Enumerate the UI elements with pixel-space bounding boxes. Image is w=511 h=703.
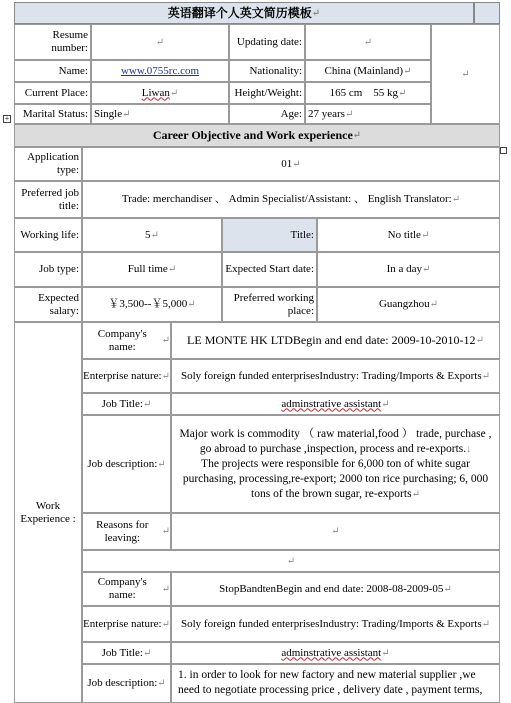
working-place-value[interactable]: Guangzhou ↵ [317, 287, 500, 322]
title-label: Title: [222, 218, 317, 252]
jobs-spacer-row: ↵ [82, 550, 500, 572]
preferred-title-value[interactable]: Trade: merchandiser 、 Admin Specialist/Assistant: 、 English Translator: ↵ [82, 181, 500, 218]
job2-description-value[interactable]: 1. in order to look for new factory and new material supplier ,we need to negotiate processing price , delivery date , payment terms, [171, 664, 500, 703]
current-place-label: Current Place: [14, 82, 91, 104]
height-weight-label: Height/Weight: [229, 82, 305, 104]
section-title: Career Objective and Work experience [152, 128, 353, 142]
job1-company-value[interactable]: LE MONTE HK LTDBegin and end date: 2009-10-2010-12 ↵ [171, 322, 500, 359]
application-type-label: Application type: [14, 147, 82, 181]
document-title-cell: 英语翻译个人英文简历模板 ↵ [14, 2, 474, 24]
job2-description-label: Job description: ↵ [82, 664, 171, 703]
job2-nature-value[interactable]: Soly foreign funded enterprisesIndustry: Trading/Imports & Exports ↵ [171, 606, 500, 642]
name-label: Name: [14, 60, 91, 82]
job1-description-label: Job description: ↵ [82, 415, 171, 513]
preferred-title-label: Preferred job title: [14, 181, 82, 218]
table-resize-handle-icon[interactable] [500, 147, 507, 154]
resume-number-value[interactable]: ↵ [91, 24, 229, 60]
job-type-label: Job type: [14, 252, 82, 287]
job1-nature-value[interactable]: Soly foreign funded enterprisesIndustry: Trading/Imports & Exports ↵ [171, 359, 500, 393]
job1-reasons-value[interactable]: ↵ [171, 513, 500, 550]
resume-number-label: Resume number: [14, 24, 91, 60]
job1-description-line2: The projects were responsible for 6,000 ton of white sugar purchasing, processing,re-export; 2000 ton rice purchasing; 6, 000 tons of the brown sugar, re-exports↵ [182, 457, 489, 500]
expected-salary-value[interactable]: ￥3,500--￥5,000 ↵ [82, 287, 222, 322]
updating-date-label: Updating date: [229, 24, 305, 60]
section-title-cell: Career Objective and Work experience ↵ [14, 124, 500, 147]
expected-salary-label: Expected salary: [14, 287, 82, 322]
name-link[interactable]: www.0755rc.com [120, 64, 200, 77]
job1-company-label: Company's name: ↵ [82, 322, 171, 359]
job2-company-value[interactable]: StopBandtenBegin and end date: 2008-08-2009-05 ↵ [171, 572, 500, 606]
marital-status-label: Marital Status: [14, 104, 91, 124]
name-value[interactable] [91, 60, 229, 82]
nationality-label: Nationality: [229, 60, 305, 82]
job2-jobtitle-label: Job Title: ↵ [82, 642, 171, 664]
job2-nature-label: Enterprise nature: ↵ [82, 606, 171, 642]
working-life-label: Working life: [14, 218, 82, 252]
start-date-value[interactable]: In a day ↵ [317, 252, 500, 287]
marital-status-value[interactable]: Single ↵ [91, 104, 229, 124]
age-label: Age: [229, 104, 305, 124]
height-weight-value[interactable]: 165 cm 55 kg ↵ [305, 82, 431, 104]
working-life-value[interactable]: 5 ↵ [82, 218, 222, 252]
title-side-cell [474, 2, 500, 24]
job2-jobtitle-value[interactable]: adminstrative assistant ↵ [171, 642, 500, 664]
job1-jobtitle-label: Job Title: ↵ [82, 393, 171, 415]
age-value[interactable]: 27 years ↵ [305, 104, 431, 124]
working-place-label: Preferred working place: [222, 287, 317, 322]
job1-reasons-label: Reasons for leaving: ↵ [82, 513, 171, 550]
start-date-label: Expected Start date: [222, 252, 317, 287]
document-title: 英语翻译个人英文简历模板 [167, 5, 312, 20]
nationality-value[interactable]: China (Mainland) ↵ [305, 60, 431, 82]
job1-jobtitle-value[interactable]: adminstrative assistant ↵ [171, 393, 500, 415]
job1-description-line1: Major work is commodity （ raw material,food ） trade, purchase , go abroad to purchase ,inspection, process and re-exports.↓ [179, 427, 492, 455]
table-move-handle-icon[interactable]: + [4, 114, 10, 123]
updating-date-value[interactable]: ↵ [305, 24, 431, 60]
application-type-value[interactable]: 01 ↵ [82, 147, 500, 181]
job1-nature-label: Enterprise nature: ↵ [82, 359, 171, 393]
job1-description-value[interactable] [171, 415, 500, 513]
job2-company-label: Company's name: ↵ [82, 572, 171, 606]
work-experience-label: Work Experience : [14, 322, 82, 703]
job-type-value[interactable]: Full time ↵ [82, 252, 222, 287]
title-value[interactable]: No title ↵ [317, 218, 500, 252]
photo-cell: ↵ [431, 24, 500, 124]
current-place-value[interactable]: Liwan ↵ [91, 82, 229, 104]
